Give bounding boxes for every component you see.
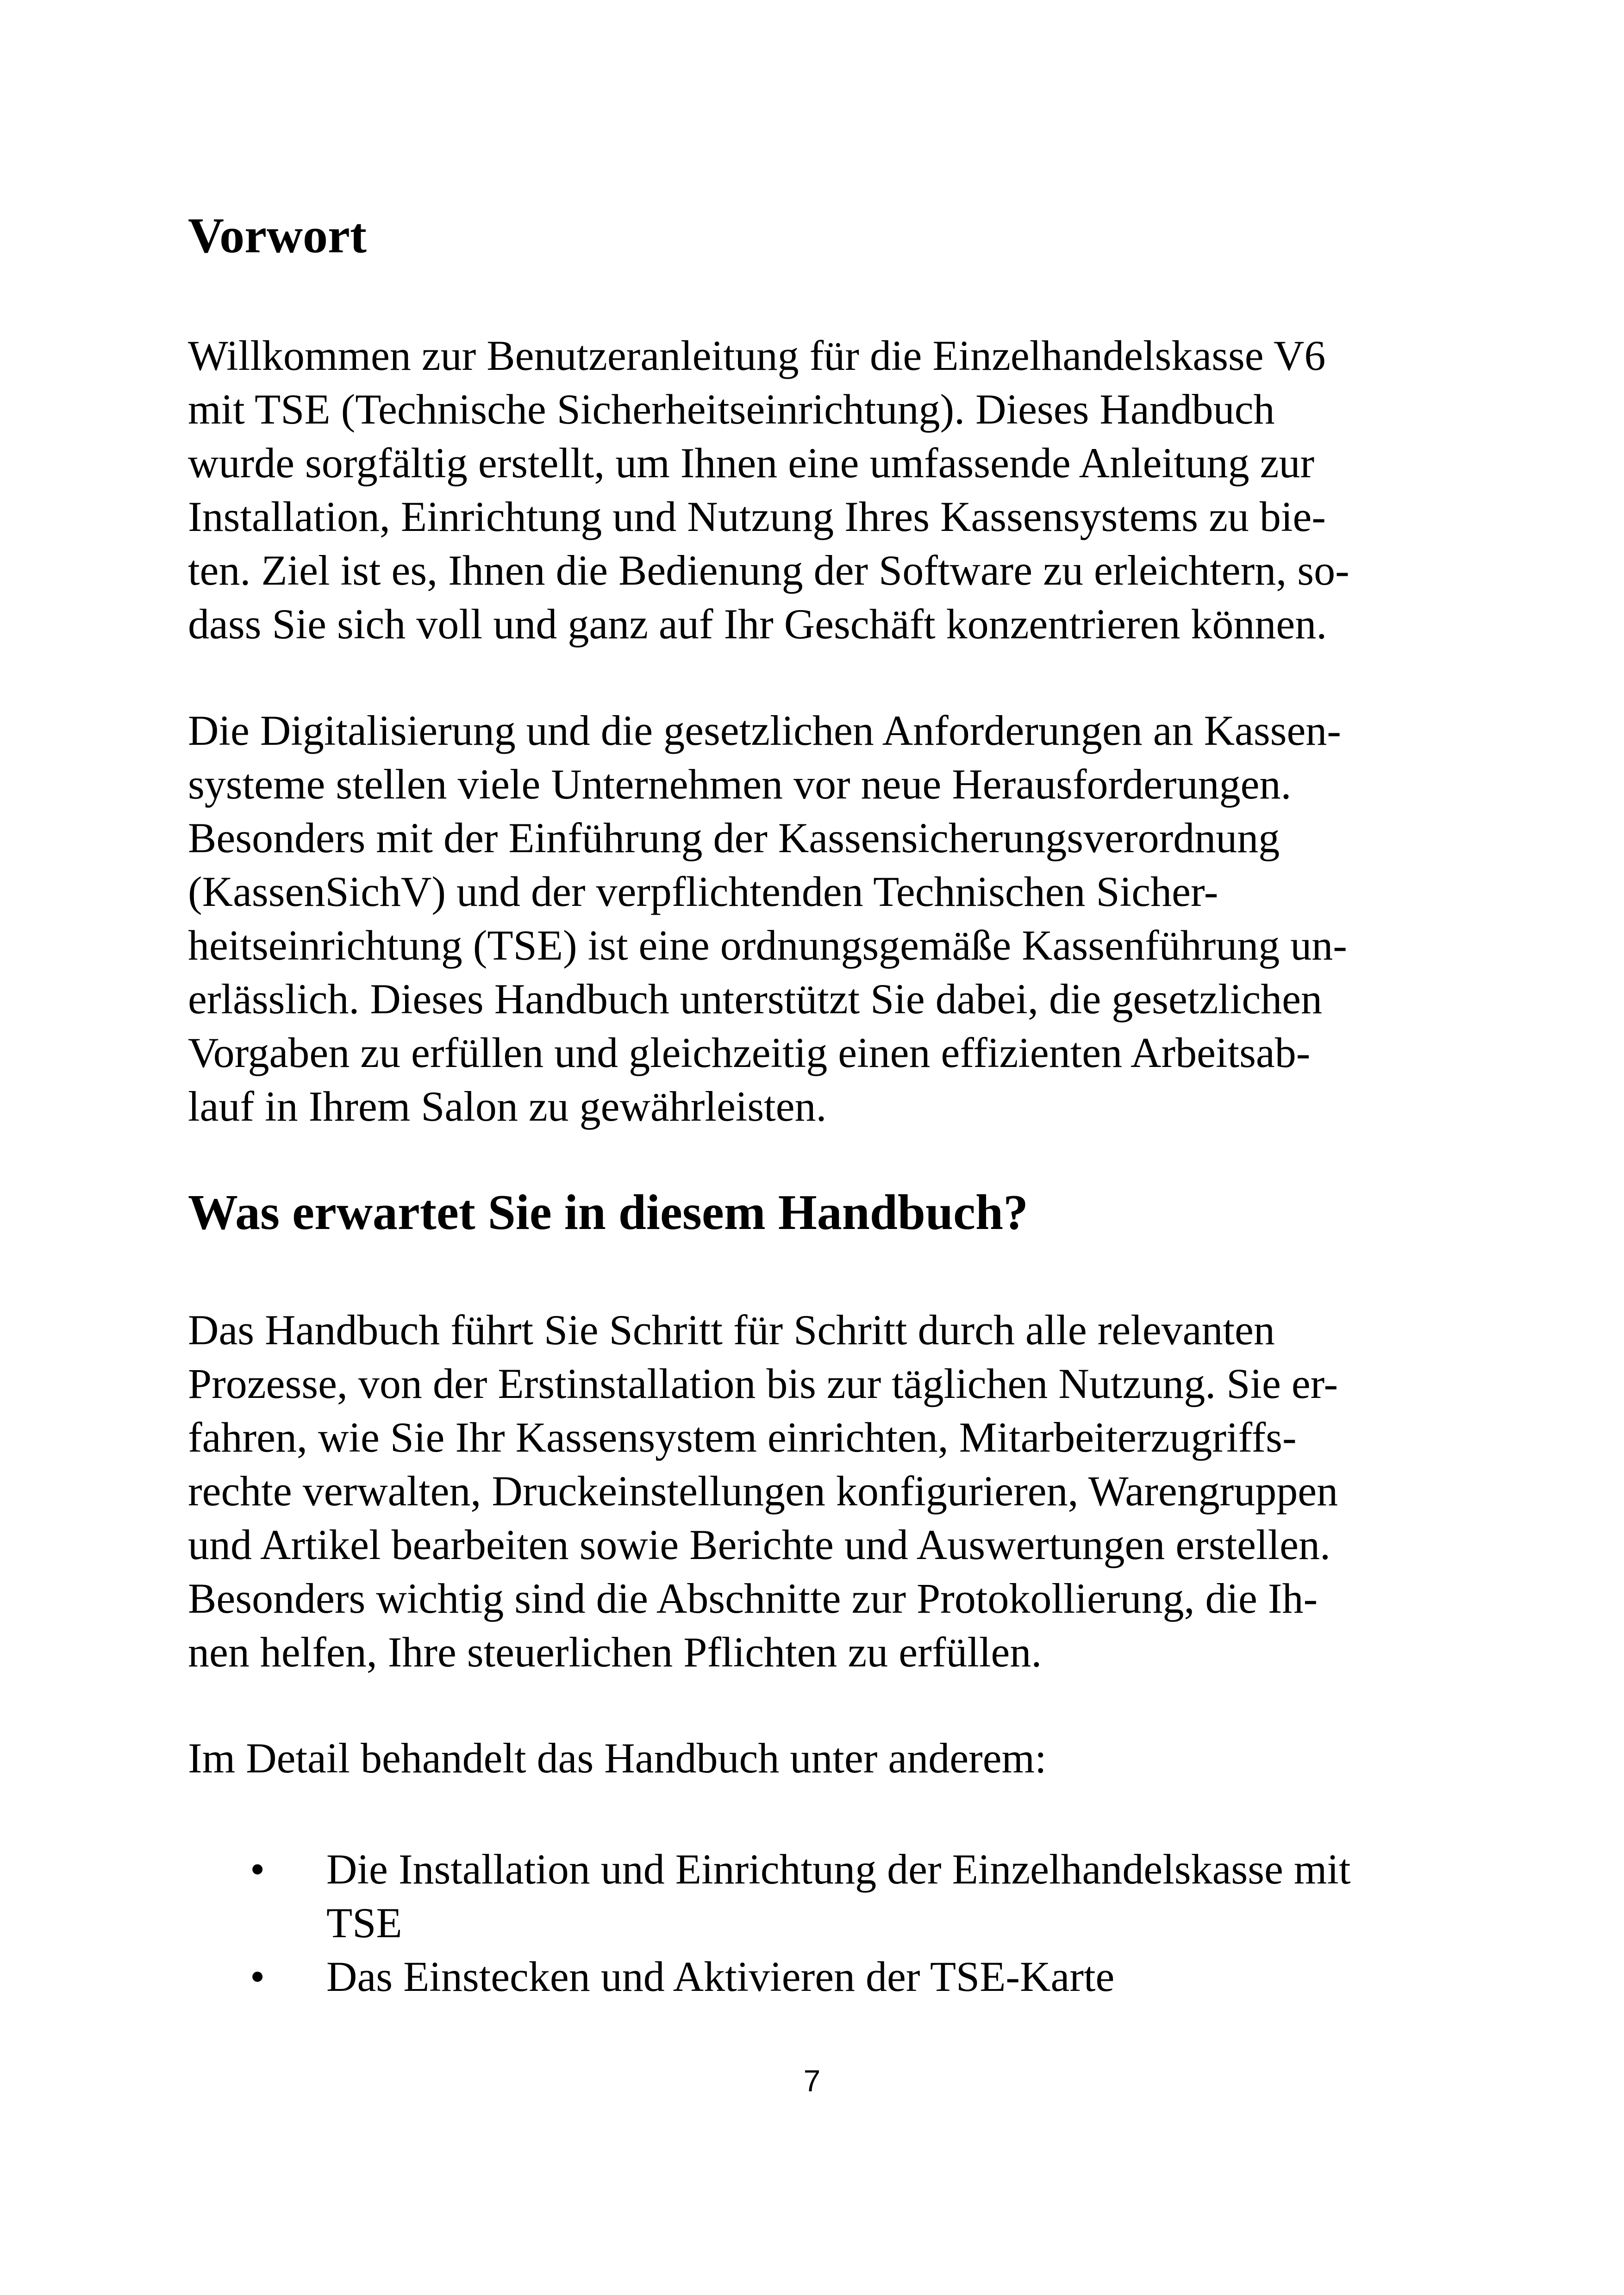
heading-was-erwartet: Was erwartet Sie in diesem Handbuch? xyxy=(188,1185,1029,1240)
list-item xyxy=(250,1842,1472,1950)
text-line: rechte verwalten, Druckeinstellungen konfigurieren, Warengruppen xyxy=(188,1467,1338,1515)
text-line: fahren, wie Sie Ihr Kassensystem einrichten, Mitarbeiterzugriffs- xyxy=(188,1414,1297,1461)
paragraph-digitalisierung xyxy=(188,704,1456,1133)
bullet-list xyxy=(250,1842,1472,2003)
paragraph-handbuch-ueberblick xyxy=(188,1303,1456,1679)
text-line: Besonders wichtig sind die Abschnitte zur Protokollierung, die Ih- xyxy=(188,1575,1318,1622)
text-line: lauf in Ihrem Salon zu gewährleisten. xyxy=(188,1083,827,1130)
text-line: Die Installation und Einrichtung der Einzelhandelskasse mit xyxy=(326,1846,1351,1893)
text-line: Die Digitalisierung und die gesetzlichen Anforderungen an Kassen- xyxy=(188,707,1341,754)
text-line: heitseinrichtung (TSE) ist eine ordnungsgemäße Kassenführung un- xyxy=(188,922,1347,969)
text-line: Im Detail behandelt das Handbuch unter anderem: xyxy=(188,1734,1047,1782)
text-line: Vorgaben zu erfüllen und gleichzeitig einen effizienten Arbeitsab- xyxy=(188,1029,1311,1076)
heading-vorwort: Vorwort xyxy=(188,208,367,263)
text-line: nen helfen, Ihre steuerlichen Pflichten zu erfüllen. xyxy=(188,1628,1042,1676)
bullet-icon: • xyxy=(250,1953,265,2000)
paragraph-im-detail xyxy=(188,1731,1456,1785)
paragraph-intro xyxy=(188,329,1456,651)
text-line: Besonders mit der Einführung der Kassensicherungsverordnung xyxy=(188,814,1280,861)
text-line: wurde sorgfältig erstellt, um Ihnen eine umfassende Anleitung zur xyxy=(188,439,1315,486)
page-number: 7 xyxy=(803,2064,821,2098)
text-line: dass Sie sich voll und ganz auf Ihr Geschäft konzentrieren können. xyxy=(188,600,1327,648)
bullet-icon: • xyxy=(250,1846,265,1893)
text-line: Installation, Einrichtung und Nutzung Ihres Kassensystems zu bie- xyxy=(188,493,1326,540)
text-line: Das Handbuch führt Sie Schritt für Schritt durch alle relevanten xyxy=(188,1306,1275,1353)
text-line: mit TSE (Technische Sicherheitseinrichtung). Dieses Handbuch xyxy=(188,386,1275,433)
text-line: Willkommen zur Benutzeranleitung für die Einzelhandelskasse V6 xyxy=(188,332,1326,379)
text-line: TSE xyxy=(326,1899,402,1946)
text-line: und Artikel bearbeiten sowie Berichte und Auswertungen erstellen. xyxy=(188,1521,1330,1568)
text-line: Prozesse, von der Erstinstallation bis zur täglichen Nutzung. Sie er- xyxy=(188,1360,1338,1407)
text-line: erlässlich. Dieses Handbuch unterstützt Sie dabei, die gesetzlichen xyxy=(188,975,1322,1023)
text-line: ten. Ziel ist es, Ihnen die Bedienung der Software zu erleichtern, so- xyxy=(188,547,1349,594)
text-line: Das Einstecken und Aktivieren der TSE-Karte xyxy=(326,1953,1115,2000)
text-line: (KassenSichV) und der verpflichtenden Technischen Sicher- xyxy=(188,868,1218,915)
text-line: systeme stellen viele Unternehmen vor neue Herausforderungen. xyxy=(188,761,1292,808)
list-item xyxy=(250,1950,1472,2003)
